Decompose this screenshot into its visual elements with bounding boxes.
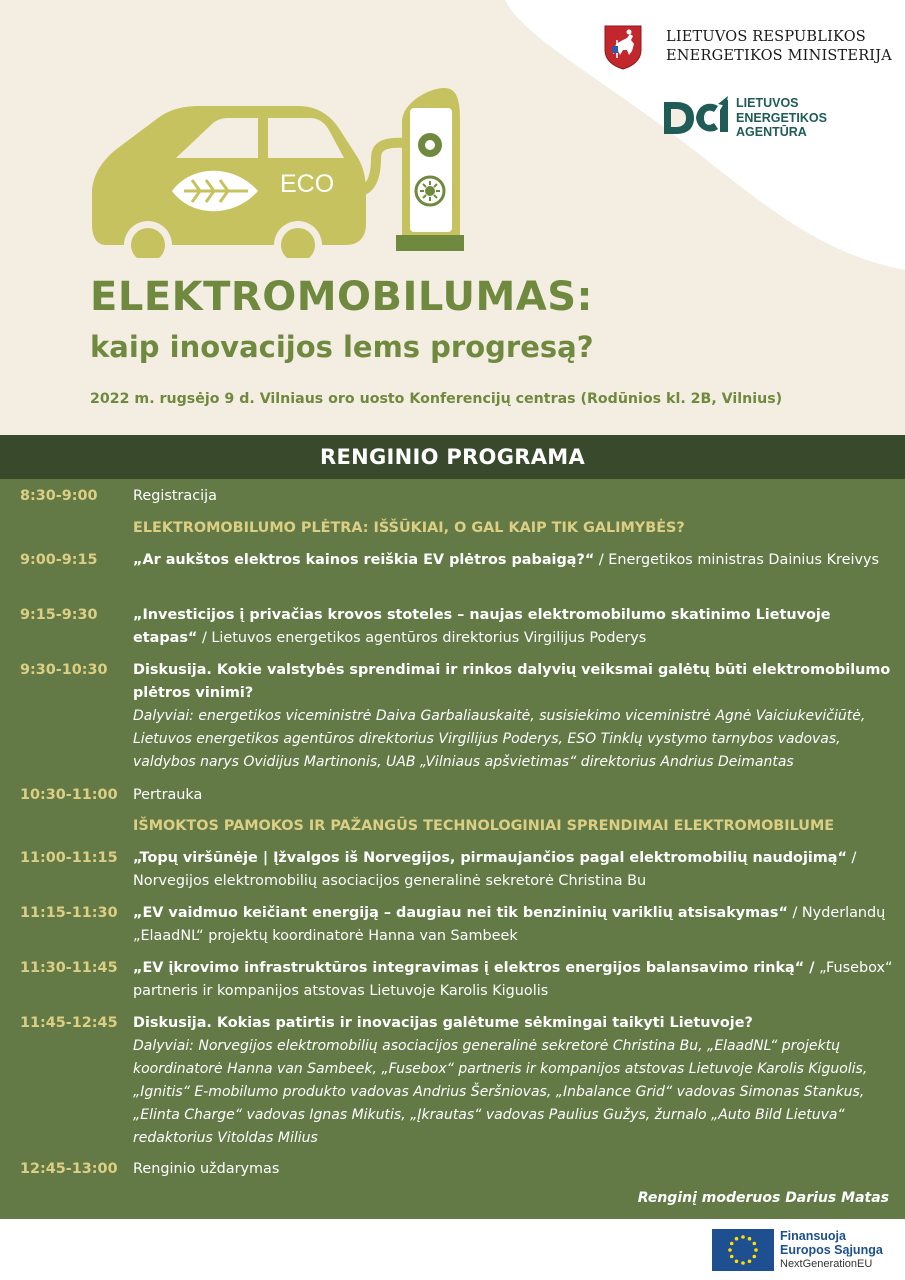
agenda-text <box>133 604 893 650</box>
agenda-topic: „Topų viršūnėje | Įžvalgos iš Norvegijos, pirmaujančios pagal elektromobilių naudojimą“ <box>133 850 847 866</box>
agenda-text: Registracija <box>133 488 217 504</box>
agenda-participants: Dalyviai: energetikos viceministrė Daiva Garbaliauskaitė, susisiekimo viceministrė Agnė Vaiciukevičiūtė, Lietuvos energetikos agentūros direktorius Virgilijus Poderys, ESO Tinklų vystymo tarnybos vadovas, valdybos narys Ovidijus Martinonis, UAB „Vilniaus apšvietimas“ direktorius Andrius Deimantas <box>133 708 866 770</box>
event-date-venue: 2022 m. rugsėjo 9 d. Vilniaus oro uosto Konferencijų centras (Rodūnios kl. 2B, Vilnius) <box>90 391 783 407</box>
event-title: ELEKTROMOBILUMAS: <box>90 274 594 320</box>
eu-funding-line1: Finansuoja <box>780 1229 846 1243</box>
agenda-topic: „Investicijos į privačias krovos stoteles – naujas elektromobilumo skatinimo Lietuvoje etapas“ <box>133 607 831 646</box>
program-heading: RENGINIO PROGRAMA <box>0 435 905 479</box>
footer <box>0 1219 905 1280</box>
eu-funding-logo <box>712 1229 883 1271</box>
agenda-topic: . Kokie valstybės sprendimai ir rinkos dalyvių veiksmai galėtų būti elektromobilumo plėtros vinimi? <box>133 662 891 701</box>
top-banner <box>0 0 905 435</box>
agency-logo-icon <box>662 96 730 140</box>
agenda-text: Pertrauka <box>133 787 203 803</box>
agency-name-line1: LIETUVOS <box>736 96 799 111</box>
agenda-text <box>133 847 893 893</box>
agenda-topic: „EV vaidmuo keičiant energiją – daugiau nei tik benzininių variklių atsisakymas“ <box>133 905 788 921</box>
agenda-speaker: / Norvegijos elektromobilių asociacijos generalinė sekretorė Christina Bu <box>133 850 857 889</box>
program-list <box>0 479 905 1219</box>
section-heading: IŠMOKTOS PAMOKOS IR PAŽANGŪS TECHNOLOGINIAI SPRENDIMAI ELEKTROMOBILUME <box>133 818 835 834</box>
eu-funding-line3: NextGenerationEU <box>780 1258 873 1270</box>
agenda-text: Renginio uždarymas <box>133 1161 280 1177</box>
agenda-speaker: / Energetikos ministras Dainius Kreivys <box>594 552 880 568</box>
agenda-time: 8:30-9:00 <box>20 488 98 504</box>
agenda-topic: „Ar aukštos elektros kainos reiškia EV plėtros pabaigą?“ <box>133 552 595 568</box>
charging-station-icon <box>396 88 464 251</box>
car-eco-label: ECO <box>280 170 335 198</box>
eco-car-icon <box>92 106 366 258</box>
ministry-name-line2: ENERGETIKOS MINISTERIJA <box>666 48 892 64</box>
section-heading: ELEKTROMOBILUMO PLĖTRA: IŠŠŪKIAI, O GAL KAIP TIK GALIMYBĖS? <box>133 520 685 536</box>
agenda-participants: Dalyviai: Norvegijos elektromobilių asociacijos generalinė sekretorė Christina Bu, „ElaadNL“ projektų koordinatorė Hanna van Sambeek, „Fusebox“ partneris ir kompanijos atstovas Lietuvoje Karolis Kiguolis, „Ignitis“ E-mobilumo produkto vadovas Andrius Šeršniovas, „Inbalance Grid“ vadovas Simonas Stankus, „Elinta Charge“ vadovas Ignas Mikutis, „Įkrautas“ vadovas Paulius Gužys, žurnalo „Auto Bild Lietuva“ redaktorius Vitoldas Milius <box>133 1038 868 1146</box>
agenda-text <box>133 549 893 572</box>
agenda-time: 9:00-9:15 <box>20 552 98 568</box>
agenda-time: 11:30-11:45 <box>20 960 118 976</box>
agenda-time: 9:30-10:30 <box>20 662 108 678</box>
agenda-text <box>133 659 893 774</box>
agenda-time: 11:00-11:15 <box>20 850 118 866</box>
agenda-speaker: / Lietuvos energetikos agentūros direktorius Virgilijus Poderys <box>197 630 647 646</box>
agenda-text <box>133 902 893 948</box>
eu-funding-line2: Europos Sąjunga <box>780 1243 883 1257</box>
agenda-topic: „EV įkrovimo infrastruktūros integravimas į elektros energijos balansavimo rinką“ / <box>133 960 815 976</box>
moderator-note: Renginį moderuos Darius Matas <box>637 1190 889 1206</box>
agenda-time: 9:15-9:30 <box>20 607 98 623</box>
ministry-logo <box>603 24 892 70</box>
ministry-name-line1: LIETUVOS RESPUBLIKOS <box>666 29 866 45</box>
agency-logo <box>662 96 827 140</box>
agenda-text <box>133 957 893 1003</box>
agency-name-line2: ENERGETIKOS <box>736 110 827 125</box>
agenda-topic-label: Diskusija <box>133 662 207 678</box>
agenda-time: 11:45-12:45 <box>20 1015 118 1031</box>
lithuania-coat-of-arms-icon <box>603 24 643 70</box>
event-subtitle: kaip inovacijos lems progresą? <box>90 330 594 364</box>
agenda-speaker: „Fusebox“ partneris ir kompanijos atstovas Lietuvoje Karolis Kiguolis <box>133 960 893 999</box>
agenda-time: 10:30-11:00 <box>20 787 118 803</box>
agency-name-line3: AGENTŪRA <box>736 125 807 140</box>
agenda-text <box>133 1012 893 1150</box>
eu-flag-icon <box>712 1229 774 1271</box>
agenda-time: 11:15-11:30 <box>20 905 118 921</box>
agenda-time: 12:45-13:00 <box>20 1161 118 1177</box>
agenda-topic: Diskusija. Kokias patirtis ir inovacijas galėtume sėkmingai taikyti Lietuvoje? <box>133 1015 753 1031</box>
agenda-speaker: / Nyderlandų „ElaadNL“ projektų koordinatorė Hanna van Sambeek <box>133 905 886 944</box>
eco-car-illustration <box>88 88 478 258</box>
